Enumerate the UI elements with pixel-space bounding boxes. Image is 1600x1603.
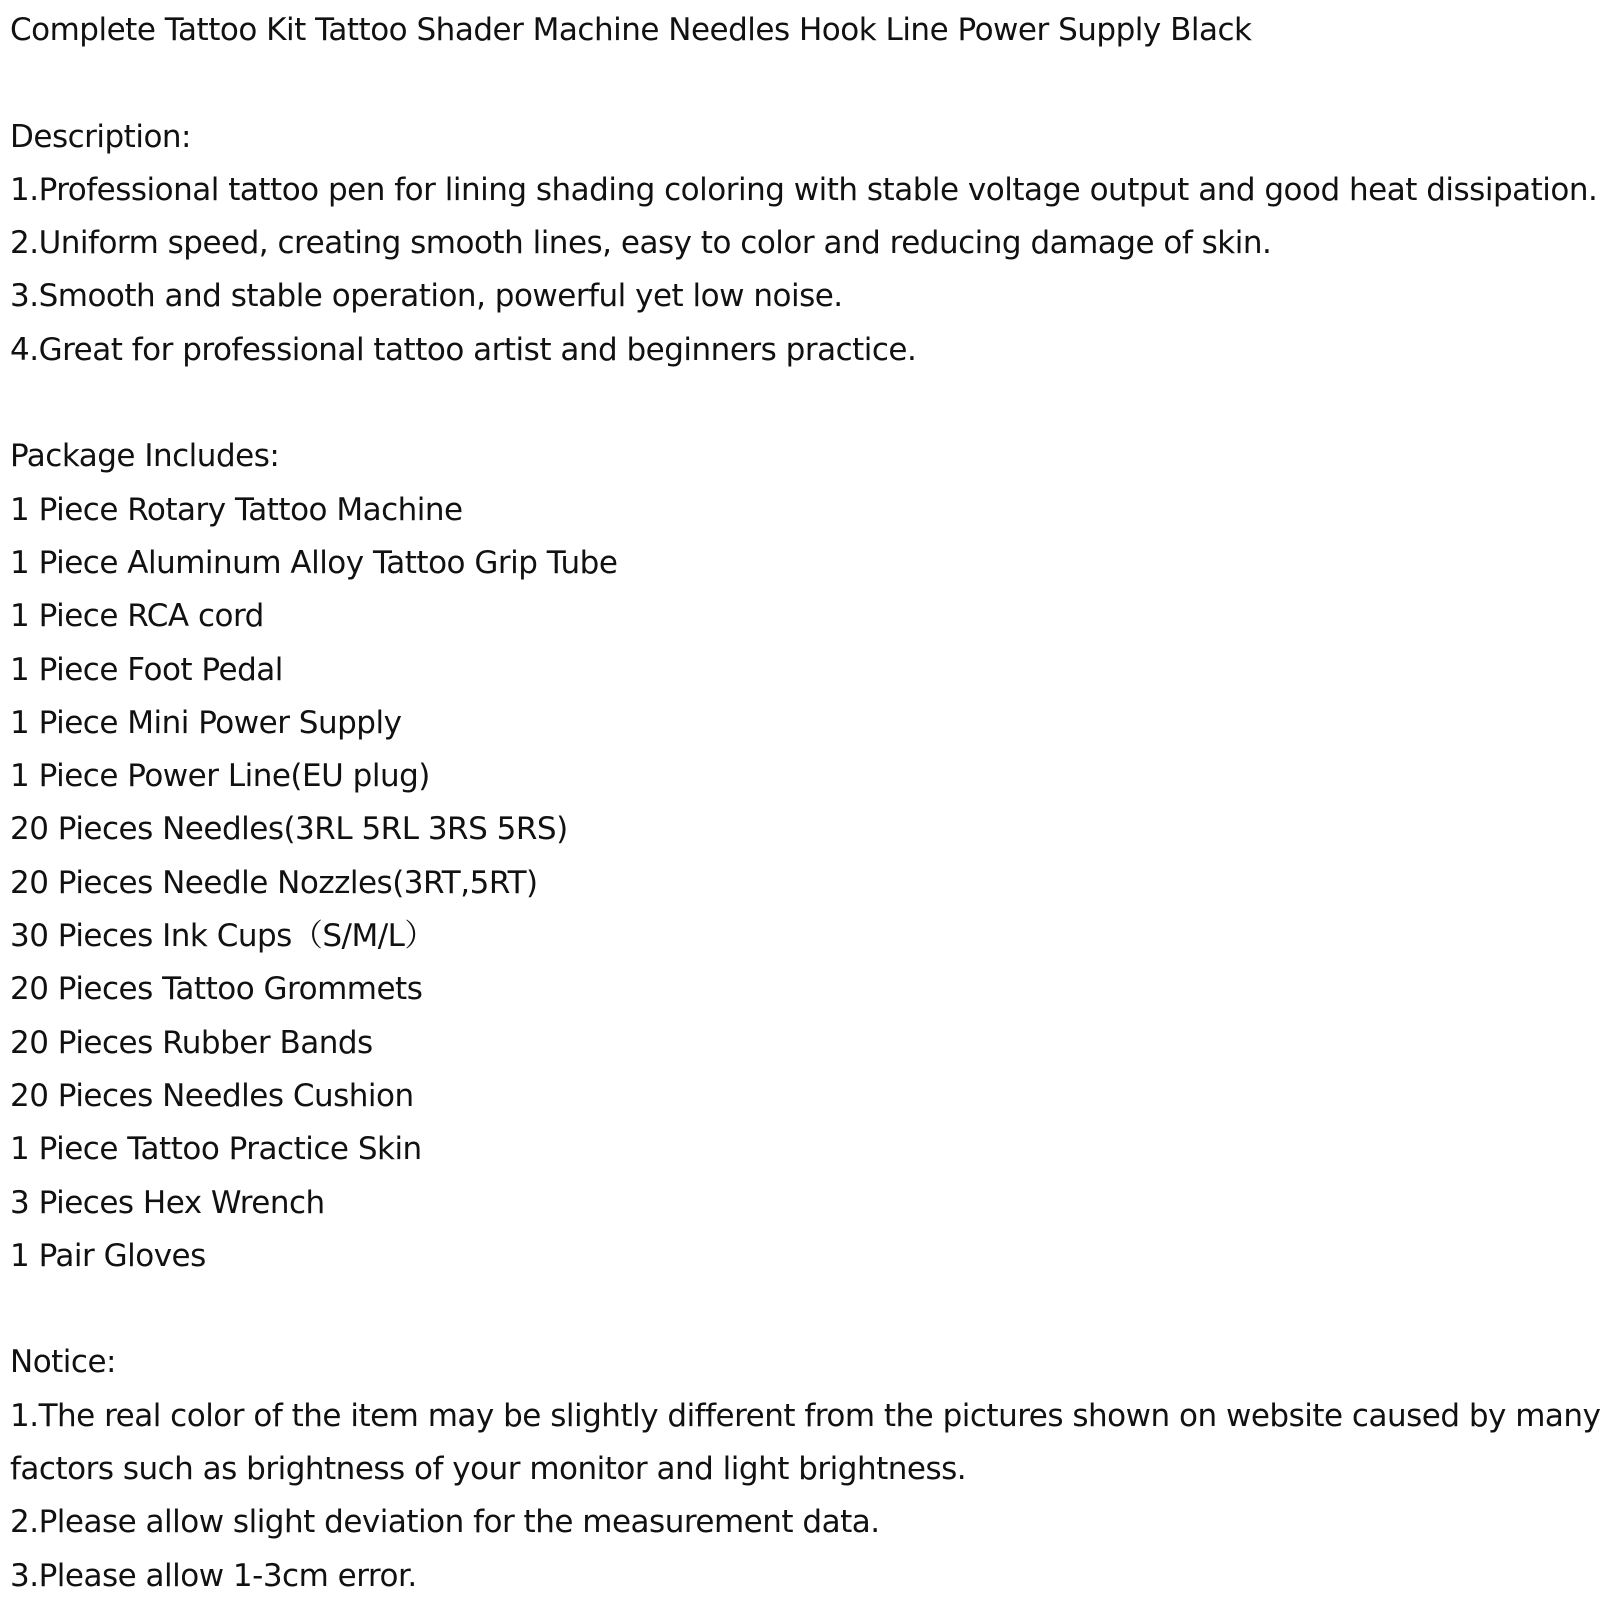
package-item: 1 Piece Power Line(EU plug) <box>10 758 430 795</box>
notice-heading: Notice: <box>10 1344 116 1381</box>
description-item: 1.Professional tattoo pen for lining shading coloring with stable voltage output and good heat dissipation. <box>10 171 1598 208</box>
package-item: 30 Pieces Ink Cups（S/M/L） <box>10 918 435 955</box>
notice-item: 1.The real color of the item may be slightly different from the pictures shown on website caused by many <box>10 1397 1600 1434</box>
description-item: 3.Smooth and stable operation, powerful yet low noise. <box>10 278 843 315</box>
package-item: 1 Piece Aluminum Alloy Tattoo Grip Tube <box>10 544 618 581</box>
spacer <box>10 57 1590 110</box>
spacer <box>10 1283 1590 1336</box>
package-item: 20 Pieces Rubber Bands <box>10 1024 373 1061</box>
spacer <box>10 377 1590 430</box>
notice-item: 2.Please allow slight deviation for the measurement data. <box>10 1504 880 1541</box>
package-item: 1 Piece Foot Pedal <box>10 651 283 688</box>
package-item: 1 Piece Rotary Tattoo Machine <box>10 491 463 528</box>
package-item: 20 Pieces Needles(3RL 5RL 3RS 5RS) <box>10 811 568 848</box>
package-item: 20 Pieces Needles Cushion <box>10 1077 414 1114</box>
package-item: 20 Pieces Needle Nozzles(3RT,5RT) <box>10 864 538 901</box>
package-item: 1 Piece Mini Power Supply <box>10 704 402 741</box>
notice-item: factors such as brightness of your monitor and light brightness. <box>10 1451 967 1488</box>
description-item: 4.Great for professional tattoo artist and beginners practice. <box>10 331 917 368</box>
package-item: 1 Piece Tattoo Practice Skin <box>10 1131 422 1168</box>
package-item: 1 Pair Gloves <box>10 1237 206 1274</box>
package-item: 20 Pieces Tattoo Grommets <box>10 971 423 1008</box>
document-page <box>10 4 1600 1603</box>
notice-item: 3.Please allow 1-3cm error. <box>10 1557 417 1594</box>
product-title: Complete Tattoo Kit Tattoo Shader Machine Needles Hook Line Power Supply Black <box>10 12 1252 48</box>
package-item: 3 Pieces Hex Wrench <box>10 1184 325 1221</box>
package-item: 1 Piece RCA cord <box>10 598 264 635</box>
description-item: 2.Uniform speed, creating smooth lines, easy to color and reducing damage of skin. <box>10 225 1272 262</box>
package-heading: Package Includes: <box>10 438 280 475</box>
description-heading: Description: <box>10 118 191 155</box>
